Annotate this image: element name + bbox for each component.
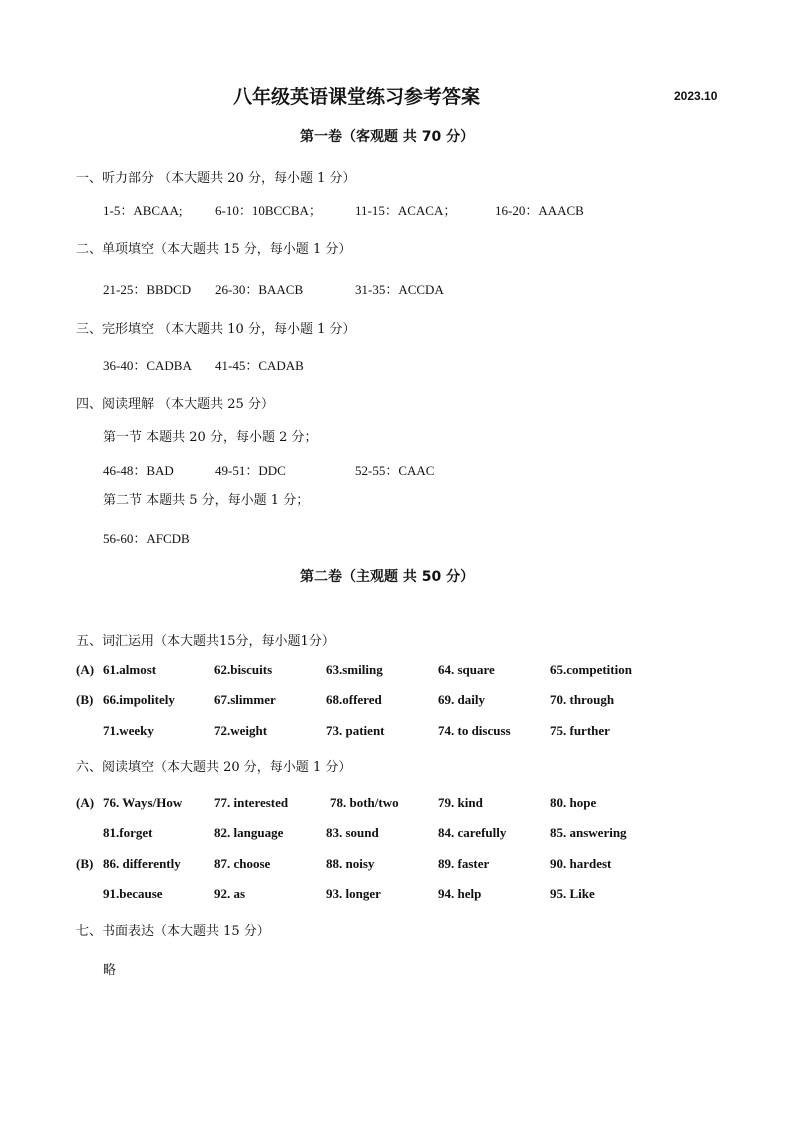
writing-answer: 略 <box>103 963 117 978</box>
answer-item: 65.competition <box>550 662 632 677</box>
answer-item: 76. Ways/How <box>103 795 183 810</box>
answer-item: 72.weight <box>214 723 268 738</box>
answer-item: 52-55：CAAC <box>355 463 435 478</box>
answer-item: 56-60：AFCDB <box>103 531 190 546</box>
answer-item: 78. both/two <box>330 795 399 810</box>
answer-item: 66.impolitely <box>103 692 175 707</box>
answer-item: 90. hardest <box>550 856 612 871</box>
answer-item: 92. as <box>214 886 246 901</box>
answer-item: 1-5：ABCAA; <box>103 203 183 218</box>
answer-item: 70. through <box>550 692 615 707</box>
date-label: 2023.10 <box>674 89 718 103</box>
group-label: (A) <box>76 662 95 677</box>
answer-item: 63.smiling <box>326 662 383 677</box>
answer-item: 73. patient <box>326 723 385 738</box>
answer-item: 95. Like <box>550 886 595 901</box>
answer-item: 93. longer <box>326 886 381 901</box>
answer-item: 77. interested <box>214 795 289 810</box>
answer-item: 6-10：10BCCBA； <box>215 203 322 218</box>
section4-sub1: 第一节 本题共 20 分，每小题 2 分； <box>103 430 318 445</box>
answer-item: 84. carefully <box>438 825 507 840</box>
answer-item: 64. square <box>438 662 495 677</box>
answer-item: 80. hope <box>550 795 597 810</box>
answer-item: 85. answering <box>550 825 627 840</box>
answer-item: 67.slimmer <box>214 692 276 707</box>
answer-item: 68.offered <box>326 692 382 707</box>
section7-heading: 七、书面表达（本大题共 15 分） <box>76 924 270 939</box>
group-label: (B) <box>76 856 94 871</box>
section5-heading: 五、词汇运用（本大题共15分，每小题1分） <box>76 634 335 649</box>
answer-item: 91.because <box>103 886 163 901</box>
answer-item: 41-45：CADAB <box>215 358 304 373</box>
answer-item: 83. sound <box>326 825 379 840</box>
answer-item: 46-48：BAD <box>103 463 174 478</box>
answer-item: 61.almost <box>103 662 157 677</box>
group-label: (B) <box>76 692 94 707</box>
section1-heading: 一、听力部分 （本大题共 20 分，每小题 1 分） <box>76 171 356 186</box>
answer-item: 79. kind <box>438 795 483 810</box>
answer-item: 69. daily <box>438 692 485 707</box>
answer-item: 16-20：AAACB <box>495 203 584 218</box>
answer-item: 81.forget <box>103 825 153 840</box>
group-label: (A) <box>76 795 95 810</box>
section6-heading: 六、阅读填空（本大题共 20 分，每小题 1 分） <box>76 760 352 775</box>
answer-item: 94. help <box>438 886 482 901</box>
answer-item: 88. noisy <box>326 856 375 871</box>
section4-heading: 四、阅读理解 （本大题共 25 分） <box>76 397 274 412</box>
answer-item: 75. further <box>550 723 610 738</box>
answer-item: 49-51：DDC <box>215 463 286 478</box>
answer-item: 82. language <box>214 825 284 840</box>
section3-heading: 三、完形填空 （本大题共 10 分，每小题 1 分） <box>76 322 356 337</box>
answer-item: 71.weeky <box>103 723 154 738</box>
section2-heading: 二、单项填空（本大题共 15 分，每小题 1 分） <box>76 242 352 257</box>
answer-item: 11-15：ACACA； <box>355 203 457 218</box>
answer-item: 86. differently <box>103 856 181 871</box>
answer-item: 62.biscuits <box>214 662 273 677</box>
answer-item: 89. faster <box>438 856 490 871</box>
answer-item: 26-30：BAACB <box>215 282 304 297</box>
answer-item: 31-35：ACCDA <box>355 282 444 297</box>
part1-title: 第一卷（客观题 共 70 分） <box>300 129 475 145</box>
answer-item: 21-25：BBDCD <box>103 282 192 297</box>
part2-title: 第二卷（主观题 共 50 分） <box>300 569 475 585</box>
answer-item: 87. choose <box>214 856 271 871</box>
page-title: 八年级英语课堂练习参考答案 <box>233 86 481 108</box>
answer-item: 74. to discuss <box>438 723 511 738</box>
section4-sub2: 第二节 本题共 5 分，每小题 1 分； <box>103 493 310 508</box>
answer-item: 36-40：CADBA <box>103 358 192 373</box>
